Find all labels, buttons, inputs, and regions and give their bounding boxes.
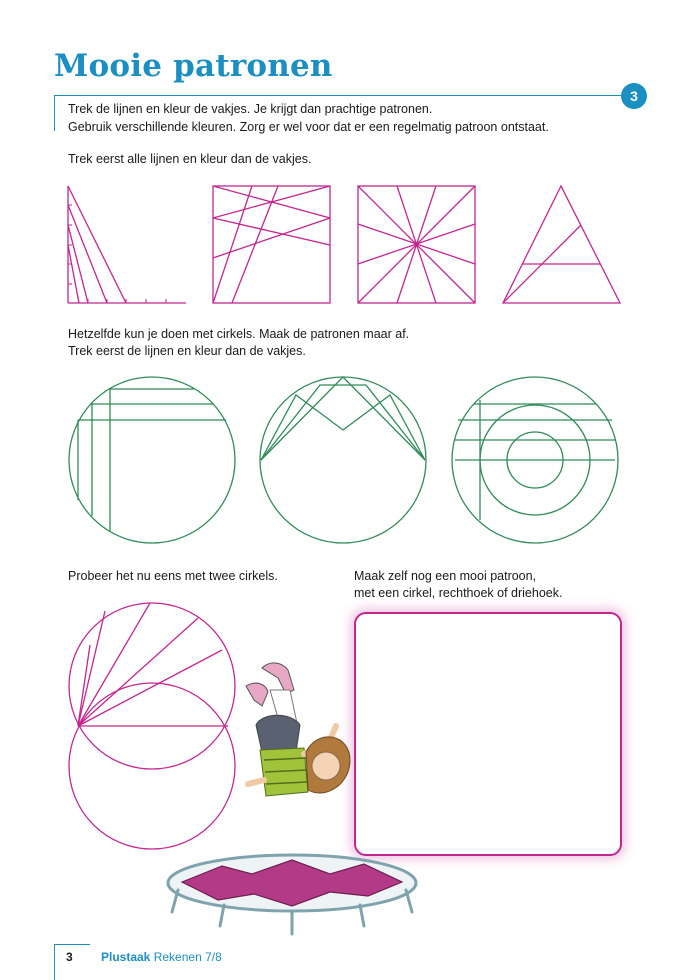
footer-rule <box>54 944 90 945</box>
section1-instruction: Trek eerst alle lijnen en kleur dan de vakjes. <box>68 152 312 166</box>
section2-instruction-1: Hetzelfde kun je doen met cirkels. Maak de patronen maar af. <box>68 327 410 341</box>
section3-instruction: Probeer het nu eens met twee cirkels. <box>68 569 278 583</box>
intro-line-2: Gebruik verschillende kleuren. Zorg er wel voor dat er een regelmatig patroon ontstaat. <box>68 120 549 134</box>
footer-series: Plustaak <box>101 950 151 964</box>
pattern-square-star <box>358 186 475 303</box>
pattern-square-crossing <box>213 186 330 303</box>
pattern-two-circles <box>69 603 235 849</box>
trampoline-illustration <box>168 855 416 934</box>
footer-subject: Rekenen 7/8 <box>153 950 222 964</box>
pattern-circle-zigzag <box>260 377 426 543</box>
page-title: Mooie patronen <box>54 48 333 84</box>
footer-rule-vertical <box>54 944 55 980</box>
pattern-circle-concentric <box>452 377 618 543</box>
section2-instruction-2: Trek eerst de lijnen en kleur dan de vakjes. <box>68 344 306 358</box>
pattern-circle-corner <box>69 377 235 543</box>
section4-instruction-2: met een cirkel, rechthoek of driehoek. <box>354 586 563 600</box>
girl-jumping-illustration <box>246 663 350 796</box>
intro-line-1: Trek de lijnen en kleur de vakjes. Je krijgt dan prachtige patronen. <box>68 102 433 116</box>
footer-page-number: 3 <box>66 950 73 964</box>
pattern-corner-lines <box>68 186 186 303</box>
pattern-triangle <box>503 186 620 303</box>
page-badge: 3 <box>621 83 647 109</box>
footer-label <box>101 950 222 964</box>
section4-instruction-1: Maak zelf nog een mooi patroon, <box>354 569 537 583</box>
